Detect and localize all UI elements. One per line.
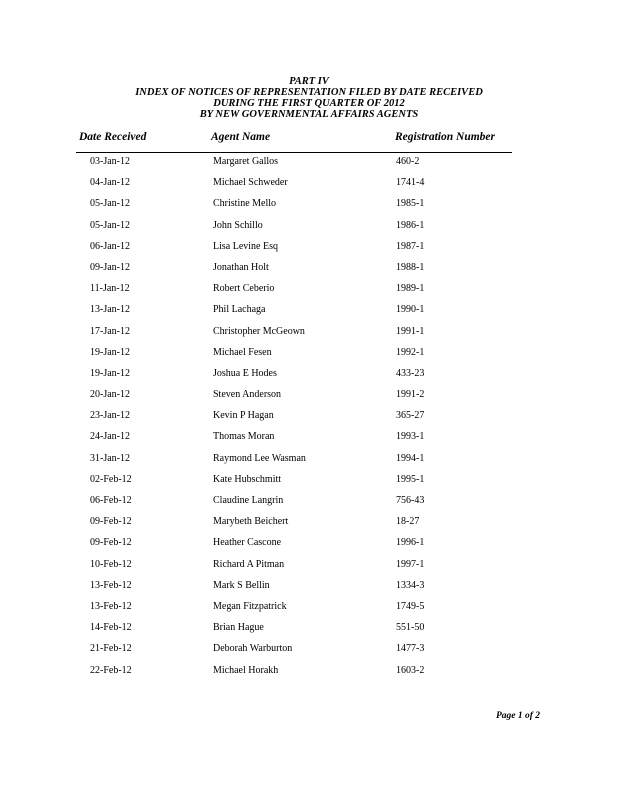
agent-name-cell: Marybeth Beichert [213, 516, 289, 528]
registration-number-cell: 1988-1 [396, 261, 425, 273]
agent-name-cell: Heather Cascone [213, 537, 282, 549]
table-row [0, 175, 618, 196]
agent-name-cell: Christine Mello [213, 198, 277, 210]
registration-number-cell: 1994-1 [396, 452, 425, 464]
registration-number-cell: 1603-2 [396, 664, 425, 676]
title-line: DURING THE FIRST QUARTER OF 2012 [213, 98, 405, 109]
agent-name-cell: Raymond Lee Wasman [213, 452, 306, 464]
agent-name-cell: Michael Horakh [213, 664, 279, 676]
column-header-registration-number: Registration Number [395, 131, 496, 143]
registration-number-cell: 1991-2 [396, 389, 425, 401]
date-received-cell: 31-Jan-12 [90, 452, 130, 464]
table-row [0, 514, 618, 535]
registration-number-cell: 1989-1 [396, 283, 425, 295]
date-received-cell: 11-Jan-12 [90, 283, 130, 295]
column-header-agent-name: Agent Name [211, 131, 271, 143]
date-received-cell: 09-Feb-12 [90, 516, 132, 528]
registration-table [0, 154, 618, 684]
table-row [0, 408, 618, 429]
date-received-cell: 02-Feb-12 [90, 473, 132, 485]
table-row [0, 239, 618, 260]
date-received-cell: 05-Jan-12 [90, 198, 130, 210]
date-received-cell: 13-Feb-12 [90, 600, 132, 612]
date-received-cell: 06-Feb-12 [90, 495, 132, 506]
agent-name-cell: Steven Anderson [213, 389, 282, 401]
registration-number-cell: 1985-1 [396, 198, 425, 210]
table-row [0, 557, 618, 578]
date-received-cell: 19-Jan-12 [90, 346, 130, 358]
table-row [0, 578, 618, 599]
date-received-cell: 22-Feb-12 [90, 664, 132, 676]
agent-name-cell: Megan Fitzpatrick [213, 600, 287, 612]
table-row [0, 154, 618, 175]
date-received-cell: 21-Feb-12 [90, 643, 132, 655]
date-received-cell: 09-Feb-12 [90, 537, 132, 549]
date-received-cell: 09-Jan-12 [90, 261, 130, 273]
date-received-cell: 10-Feb-12 [90, 558, 132, 570]
registration-number-cell: 1993-1 [396, 431, 425, 443]
table-row [0, 599, 618, 620]
table-row [0, 260, 618, 281]
title-line: INDEX OF NOTICES OF REPRESENTATION FILED BY DATE RECEIVED [135, 87, 483, 98]
title-line: BY NEW GOVERNMENTAL AFFAIRS AGENTS [199, 109, 419, 120]
page-number: Page 1 of 2 [496, 711, 541, 721]
registration-number-cell: 1986-1 [396, 219, 425, 231]
agent-name-cell: Kate Hubschmitt [213, 473, 282, 485]
date-received-cell: 20-Jan-12 [90, 389, 130, 401]
agent-name-cell: Michael Schweder [213, 177, 288, 189]
table-row [0, 641, 618, 662]
agent-name-cell: Michael Fesen [213, 346, 272, 358]
date-received-cell: 19-Jan-12 [90, 367, 130, 379]
registration-number-cell: 1996-1 [396, 537, 425, 549]
date-received-cell: 13-Feb-12 [90, 579, 132, 591]
registration-number-cell: 1991-1 [396, 325, 425, 337]
table-row [0, 281, 618, 302]
registration-number-cell: 1334-3 [396, 579, 425, 591]
table-row [0, 535, 618, 556]
registration-number-cell: 551-50 [396, 622, 425, 634]
agent-name-cell: Claudine Langrin [213, 495, 284, 506]
registration-number-cell: 365-27 [396, 410, 425, 422]
registration-number-cell: 1995-1 [396, 473, 425, 485]
agent-name-cell: Brian Hague [213, 622, 264, 634]
registration-number-cell: 433-23 [396, 367, 425, 379]
table-row [0, 451, 618, 472]
table-row [0, 218, 618, 239]
date-received-cell: 04-Jan-12 [90, 177, 130, 189]
table-row [0, 366, 618, 387]
date-received-cell: 14-Feb-12 [90, 622, 132, 634]
table-row [0, 663, 618, 684]
date-received-cell: 06-Jan-12 [90, 240, 130, 252]
registration-number-cell: 18-27 [396, 516, 420, 528]
table-row [0, 324, 618, 345]
registration-number-cell: 1477-3 [396, 643, 425, 655]
agent-name-cell: John Schillo [213, 219, 263, 231]
agent-name-cell: Margaret Gallos [213, 156, 279, 167]
registration-number-cell: 1990-1 [396, 304, 425, 316]
agent-name-cell: Christopher McGeown [213, 325, 305, 337]
agent-name-cell: Richard A Pitman [213, 558, 285, 570]
registration-number-cell: 1997-1 [396, 558, 425, 570]
registration-number-cell: 1741-4 [396, 177, 425, 189]
column-header-date: Date Received [79, 131, 147, 143]
table-row [0, 345, 618, 366]
date-received-cell: 24-Jan-12 [90, 431, 130, 443]
table-row [0, 429, 618, 450]
table-row [0, 620, 618, 641]
date-received-cell: 23-Jan-12 [90, 410, 130, 422]
table-row [0, 196, 618, 217]
agent-name-cell: Joshua E Hodes [213, 367, 277, 379]
table-row [0, 302, 618, 323]
agent-name-cell: Jonathan Holt [213, 261, 269, 273]
agent-name-cell: Phil Lachaga [213, 304, 266, 316]
date-received-cell: 03-Jan-12 [90, 156, 130, 167]
table-row [0, 472, 618, 493]
agent-name-cell: Deborah Warburton [213, 643, 293, 655]
registration-number-cell: 756-43 [396, 495, 425, 506]
agent-name-cell: Mark S Bellin [213, 579, 270, 591]
agent-name-cell: Robert Ceberio [213, 283, 275, 295]
title-line: PART IV [289, 76, 329, 87]
agent-name-cell: Thomas Moran [213, 431, 275, 443]
agent-name-cell: Kevin P Hagan [213, 410, 274, 422]
agent-name-cell: Lisa Levine Esq [213, 240, 278, 252]
document-title [0, 76, 618, 120]
table-row [0, 493, 618, 514]
registration-number-cell: 1749-5 [396, 600, 425, 612]
date-received-cell: 05-Jan-12 [90, 219, 130, 231]
registration-number-cell: 460-2 [396, 156, 420, 167]
header-rule [76, 152, 512, 153]
registration-number-cell: 1987-1 [396, 240, 425, 252]
registration-number-cell: 1992-1 [396, 346, 425, 358]
table-row [0, 387, 618, 408]
date-received-cell: 17-Jan-12 [90, 325, 130, 337]
date-received-cell: 13-Jan-12 [90, 304, 130, 316]
